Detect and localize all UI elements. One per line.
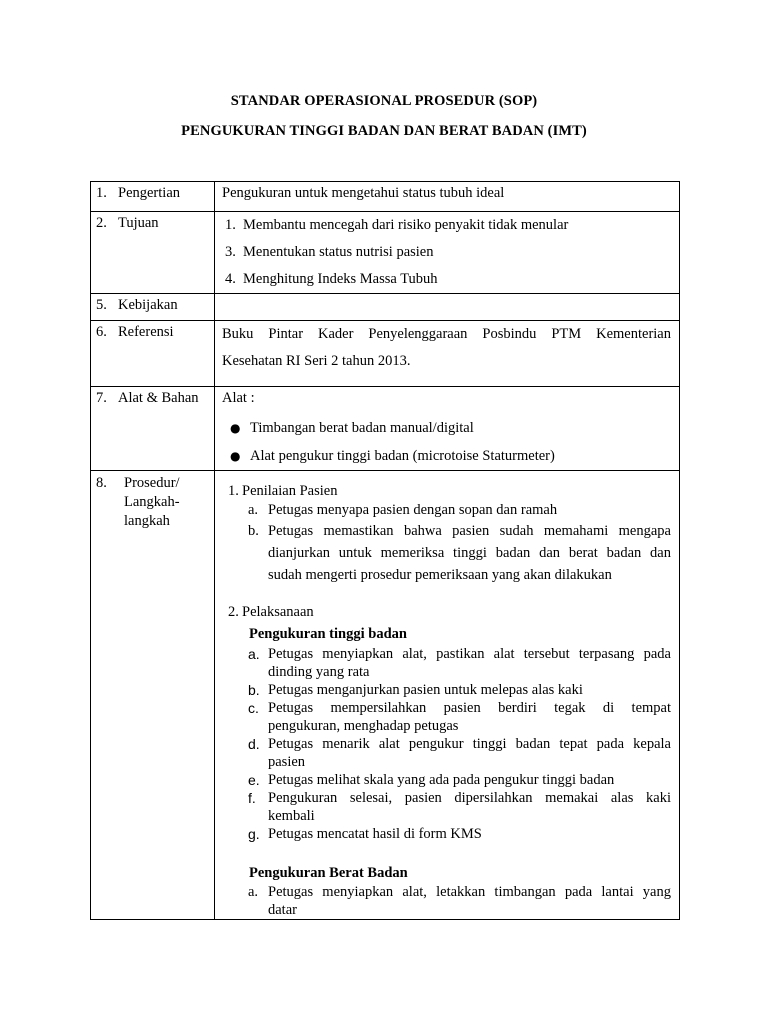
item-line: Pengukuran selesai, pasien dipersilahkan memakai alas kaki xyxy=(268,790,671,806)
row-kebijakan xyxy=(91,294,680,321)
row-number: 1. xyxy=(96,185,107,201)
row-tujuan xyxy=(91,212,680,294)
item-text: Timbangan berat badan manual/digital xyxy=(250,420,474,436)
item-line: Petugas mempersilahkan pasien berdiri tegak di tempat xyxy=(268,700,671,716)
row-label-line: Prosedur/ xyxy=(124,475,180,491)
item-number: 3. xyxy=(225,244,236,260)
row-label: Referensi xyxy=(118,324,174,340)
item-text: Menentukan status nutrisi pasien xyxy=(243,244,434,260)
item-line: Petugas melihat skala yang ada pada pengukur tinggi badan xyxy=(268,772,615,788)
step-number: 1. xyxy=(228,483,239,499)
item-line: Petugas memastikan bahwa pasien sudah memahami mengapa xyxy=(268,523,671,539)
tujuan-item xyxy=(225,266,671,293)
list-item xyxy=(222,681,671,699)
list-item xyxy=(222,735,671,771)
list-item xyxy=(222,699,671,735)
step-penilaian xyxy=(222,481,671,501)
alat-heading: Alat : xyxy=(222,390,255,406)
item-line: kembali xyxy=(268,808,315,824)
item-line: Petugas menarik alat pengukur tinggi badan tepat pada kepala xyxy=(268,736,671,752)
item-text: Membantu mencegah dari risiko penyakit tidak menular xyxy=(243,217,569,233)
row-label-line: langkah xyxy=(124,513,170,529)
row-label: Kebijakan xyxy=(118,297,178,313)
sop-subtitle: PENGUKURAN TINGGI BADAN DAN BERAT BADAN (IMT) xyxy=(181,123,587,139)
item-text: Alat pengukur tinggi badan (microtoise Staturmeter) xyxy=(250,448,555,464)
row-number: 5. xyxy=(96,297,107,313)
list-item xyxy=(222,771,671,789)
item-line: pasien xyxy=(268,754,306,770)
bullet-icon: ● xyxy=(230,449,241,463)
sop-table xyxy=(90,181,680,920)
row-referensi xyxy=(91,321,680,387)
item-text: Menghitung Indeks Massa Tubuh xyxy=(243,271,438,287)
step-title: Pelaksanaan xyxy=(242,604,314,620)
row-label: Tujuan xyxy=(118,215,159,231)
item-number: 4. xyxy=(225,271,236,287)
sop-title: STANDAR OPERASIONAL PROSEDUR (SOP) xyxy=(230,93,538,109)
list-item xyxy=(222,520,671,586)
item-line: sudah mengerti prosedur pemeriksaan yang akan dilakukan xyxy=(268,567,612,583)
row-label: Alat & Bahan xyxy=(118,390,199,406)
row-label: Pengertian xyxy=(118,185,181,201)
content-cell xyxy=(215,182,680,212)
item-letter: c. xyxy=(248,700,259,716)
item-line: dinding yang rata xyxy=(268,664,370,680)
item-line: Petugas mencatat hasil di form KMS xyxy=(268,826,482,842)
content-cell xyxy=(215,321,680,387)
row-prosedur xyxy=(91,471,680,920)
item-letter: a. xyxy=(248,502,259,518)
content-cell xyxy=(215,387,680,471)
row-number: 2. xyxy=(96,215,107,231)
list-item xyxy=(222,501,671,520)
list-item xyxy=(222,645,671,681)
pengertian-text: Pengukuran untuk mengetahui status tubuh ideal xyxy=(222,185,505,201)
item-line: pengukuran, menghadap petugas xyxy=(268,718,459,734)
item-line: datar xyxy=(268,902,297,918)
content-cell xyxy=(215,294,680,321)
list-item xyxy=(222,789,671,825)
item-line: dianjurkan untuk memeriksa tinggi badan dan berat badan dan xyxy=(268,545,671,561)
label-cell xyxy=(91,321,215,387)
item-letter: d. xyxy=(248,736,260,752)
item-line: Petugas menyiapkan alat, pastikan alat tersebut terpasang pada xyxy=(268,646,671,662)
item-line: Petugas menganjurkan pasien untuk melepas alas kaki xyxy=(268,682,583,698)
label-cell xyxy=(91,212,215,294)
row-pengertian xyxy=(91,182,680,212)
label-cell xyxy=(91,387,215,471)
item-letter: b. xyxy=(248,682,260,698)
list-item xyxy=(222,883,671,919)
row-number: 6. xyxy=(96,324,107,340)
row-number: 8. xyxy=(96,475,107,491)
tujuan-item xyxy=(225,239,671,266)
item-text: Petugas menyapa pasien dengan sopan dan ramah xyxy=(268,502,558,518)
item-letter: a. xyxy=(248,884,259,900)
section-heading: Pengukuran tinggi badan xyxy=(249,626,407,642)
section-heading: Pengukuran Berat Badan xyxy=(249,865,408,881)
step-title: Penilaian Pasien xyxy=(242,483,338,499)
item-letter: a. xyxy=(248,646,260,662)
alat-item xyxy=(222,442,671,470)
step-pelaksanaan xyxy=(222,602,671,622)
item-letter: b. xyxy=(248,523,259,539)
content-cell xyxy=(215,212,680,294)
item-letter: e. xyxy=(248,772,260,788)
item-letter: g. xyxy=(248,826,260,842)
item-number: 1. xyxy=(225,217,236,233)
list-item xyxy=(222,825,671,843)
item-line: Petugas menyiapkan alat, letakkan timbangan pada lantai yang xyxy=(268,884,671,900)
content-cell xyxy=(215,471,680,920)
row-label-line: Langkah- xyxy=(124,494,180,510)
step-number: 2. xyxy=(228,604,239,620)
tujuan-item xyxy=(225,212,671,239)
referensi-line: Kesehatan RI Seri 2 tahun 2013. xyxy=(222,353,411,369)
label-cell xyxy=(91,182,215,212)
bullet-icon: ● xyxy=(230,421,241,435)
alat-item xyxy=(222,414,671,442)
label-cell xyxy=(91,294,215,321)
item-letter: f. xyxy=(248,790,256,806)
referensi-line: Buku Pintar Kader Penyelenggaraan Posbindu PTM Kementerian xyxy=(222,326,671,342)
row-number: 7. xyxy=(96,390,107,406)
label-cell xyxy=(91,471,215,920)
row-alat-bahan xyxy=(91,387,680,471)
